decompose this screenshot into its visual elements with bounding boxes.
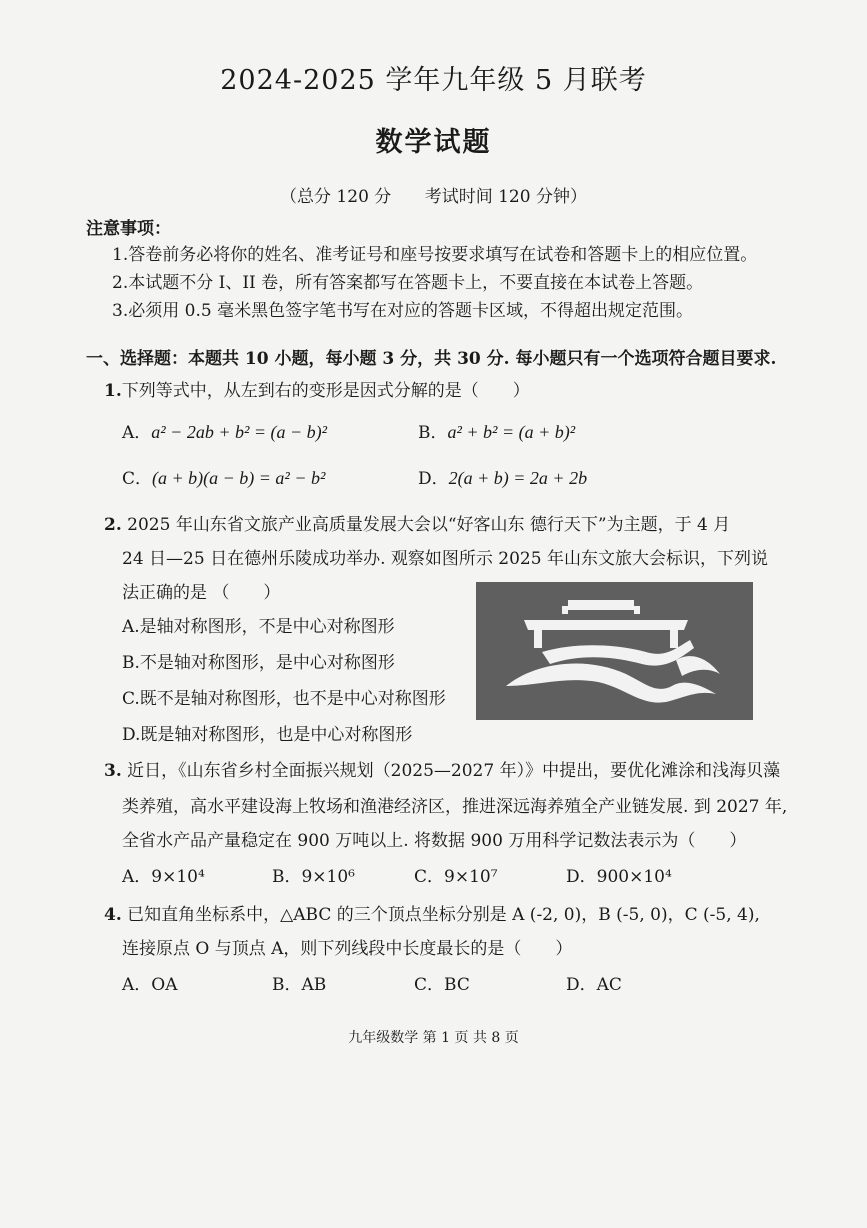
tourism-conference-logo bbox=[476, 582, 753, 720]
q3-option-d: D．900×10⁴ bbox=[566, 867, 672, 887]
question-3-line-3: 全省水产品产量稳定在 900 万吨以上. 将数据 900 万用科学记数法表示为（ ） bbox=[122, 831, 747, 851]
logo-graphic bbox=[476, 582, 753, 720]
question-text: 已知直角坐标系中，△ABC 的三个顶点坐标分别是 A (-2, 0)，B (-5, 0)，C (-5, 4), bbox=[127, 905, 760, 925]
question-2-line-3: 法正确的是 （ ） bbox=[122, 583, 281, 603]
q2-option-d: D.既是轴对称图形，也是中心对称图形 bbox=[122, 725, 413, 745]
exam-time: 考试时间 120 分钟） bbox=[424, 187, 587, 207]
q1-option-a bbox=[122, 418, 327, 443]
q2-option-c: C.既不是轴对称图形，也不是中心对称图形 bbox=[122, 689, 446, 709]
notice-item-3: 3.必须用 0.5 毫米黑色签字笔书写在对应的答题卡区域，不得超出规定范围。 bbox=[112, 301, 694, 321]
q4-option-a: A．OA bbox=[122, 975, 178, 995]
question-1 bbox=[104, 376, 530, 401]
q1-option-c bbox=[122, 464, 325, 489]
option-label: D． bbox=[418, 469, 449, 489]
exam-title: 2024-2025 学年九年级 5 月联考 bbox=[220, 65, 647, 96]
exam-subject: 数学试题 bbox=[375, 127, 492, 158]
option-label: A． bbox=[122, 423, 152, 443]
question-text: 近日，《山东省乡村全面振兴规划（2025—2027 年）》中提出，要优化滩涂和浅海贝藻 bbox=[127, 761, 781, 781]
option-text: a² − 2ab + b² = (a − b)² bbox=[151, 422, 328, 442]
q4-option-d: D．AC bbox=[566, 975, 622, 995]
q1-option-d bbox=[418, 464, 587, 489]
notice-heading: 注意事项： bbox=[86, 219, 171, 239]
page-footer: 九年级数学 第 1 页 共 8 页 bbox=[348, 1030, 519, 1046]
option-label: C． bbox=[122, 469, 153, 489]
q3-option-b: B．9×10⁶ bbox=[272, 867, 355, 887]
question-2-line-2: 24 日—25 日在德州乐陵成功举办. 观察如图所示 2025 年山东文旅大会标识，下列说 bbox=[122, 549, 768, 569]
option-text: 2(a + b) = 2a + 2b bbox=[448, 468, 588, 488]
option-text: (a + b)(a − b) = a² − b² bbox=[152, 468, 326, 488]
question-stem: 下列等式中，从左到右的变形是因式分解的是（ ） bbox=[121, 381, 530, 401]
q4-option-b: B．AB bbox=[272, 975, 327, 995]
question-4-line-2: 连接原点 O 与顶点 A，则下列线段中长度最长的是（ ） bbox=[122, 939, 573, 959]
q2-option-a: A.是轴对称图形，不是中心对称图形 bbox=[122, 617, 395, 637]
q3-option-c: C．9×10⁷ bbox=[414, 867, 498, 887]
notice-item-1: 1.答卷前务必将你的姓名、准考证号和座号按要求填写在试卷和答题卡上的相应位置。 bbox=[112, 245, 758, 265]
question-number: 3. bbox=[104, 761, 122, 781]
section-heading: 一、选择题：本题共 10 小题，每小题 3 分，共 30 分. 每小题只有一个选项符合题目要求. bbox=[86, 349, 777, 369]
option-label: B． bbox=[418, 423, 448, 443]
option-text: a² + b² = (a + b)² bbox=[447, 422, 576, 442]
q2-option-b: B.不是轴对称图形，是中心对称图形 bbox=[122, 653, 395, 673]
question-3-line-1 bbox=[104, 756, 780, 781]
question-number: 4. bbox=[104, 905, 122, 925]
question-4-line-1 bbox=[104, 900, 760, 925]
question-3-line-2: 类养殖，高水平建设海上牧场和渔港经济区，推进深远海养殖全产业链发展. 到 2027 年, bbox=[122, 797, 788, 817]
q3-option-a: A．9×10⁴ bbox=[122, 867, 205, 887]
exam-info bbox=[0, 182, 867, 207]
q4-option-c: C．BC bbox=[414, 975, 470, 995]
question-text: 2025 年山东省文旅产业高质量发展大会以“好客山东 德行天下”为主题，于 4 月 bbox=[127, 515, 731, 535]
question-number: 1. bbox=[104, 381, 122, 401]
notice-item-2: 2.本试题不分 I、II 卷，所有答案都写在答题卡上，不要直接在本试卷上答题。 bbox=[112, 273, 704, 293]
question-2-line-1 bbox=[104, 510, 730, 535]
q1-option-b bbox=[418, 418, 575, 443]
question-number: 2. bbox=[104, 515, 122, 535]
total-score: （总分 120 分 bbox=[280, 187, 392, 207]
